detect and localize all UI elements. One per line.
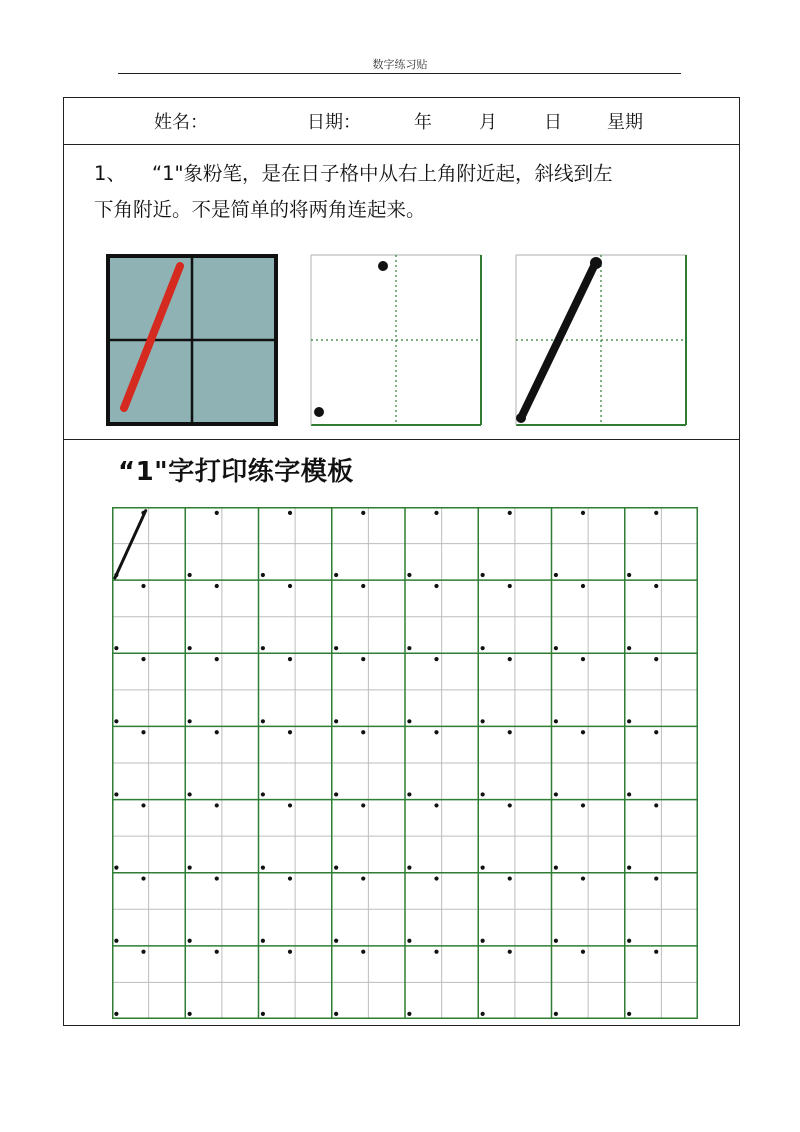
end-guide-dot [188,865,192,869]
start-guide-dot [361,876,365,880]
black-stroke-line [521,264,595,418]
end-guide-dot [114,939,118,943]
start-guide-dot [141,584,145,588]
start-guide-dot [361,950,365,954]
end-guide-dot [627,865,631,869]
start-guide-dot [361,803,365,807]
end-guide-dot [334,719,338,723]
start-guide-dot [508,584,512,588]
end-guide-dot [188,646,192,650]
start-guide-dot [288,950,292,954]
start-guide-dot [215,876,219,880]
start-guide-dot [215,657,219,661]
end-guide-dot [334,573,338,577]
start-guide-dot [654,730,658,734]
end-guide-dot [407,1012,411,1016]
start-guide-dot [288,584,292,588]
start-guide-dot [654,950,658,954]
demo-stroke-example [106,254,278,426]
page-header-title: 数字练习贴 [372,58,428,71]
end-guide-dot [261,865,265,869]
start-guide-dot [508,730,512,734]
start-guide-dot [434,584,438,588]
end-guide-dot [481,1012,485,1016]
start-guide-dot [434,657,438,661]
end-guide-dot [261,573,265,577]
start-guide-dot [654,876,658,880]
start-guide-dot [508,657,512,661]
end-guide-dot [407,792,411,796]
practice-grid [112,507,698,1019]
start-guide-dot [141,657,145,661]
date-label: 日期： [307,112,361,133]
demo-black-stroke [515,254,687,426]
end-guide-dot [481,719,485,723]
start-guide-dot [141,730,145,734]
weekday-label: 星期 [607,112,643,133]
start-guide-dot [361,730,365,734]
worksheet [63,97,740,1026]
start-guide-dot [288,730,292,734]
start-guide-dot [508,803,512,807]
end-point-dot [314,407,324,417]
end-guide-dot [261,792,265,796]
end-guide-dot [261,939,265,943]
end-guide-dot [554,939,558,943]
end-guide-dot [114,646,118,650]
end-guide-dot [554,865,558,869]
start-guide-dot [508,950,512,954]
end-guide-dot [334,646,338,650]
start-guide-dot [508,876,512,880]
instruction-line-2: 下角附近。不是简单的将两角连起来。 [94,198,426,221]
end-guide-dot [188,1012,192,1016]
start-guide-dot [654,803,658,807]
instruction-number: 1、 [94,162,126,185]
end-guide-dot [481,573,485,577]
instruction-section [64,144,739,440]
start-guide-dot [288,803,292,807]
end-guide-dot [554,646,558,650]
start-guide-dot [215,511,219,515]
start-guide-dot [361,584,365,588]
end-guide-dot [627,939,631,943]
end-guide-dot [407,939,411,943]
end-guide-dot [481,865,485,869]
template-section [64,439,739,1027]
end-guide-dot [261,1012,265,1016]
end-guide-dot [627,573,631,577]
start-guide-dot [215,730,219,734]
end-guide-dot [554,1012,558,1016]
end-guide-dot [114,719,118,723]
start-guide-dot [288,657,292,661]
name-label: 姓名： [154,112,208,133]
demo-start-end-points [310,254,482,426]
start-guide-dot [141,876,145,880]
end-guide-dot [334,1012,338,1016]
end-guide-dot [261,719,265,723]
start-guide-dot [434,876,438,880]
black-stroke-end-dot [516,413,526,423]
end-guide-dot [627,719,631,723]
end-guide-dot [261,646,265,650]
end-guide-dot [481,939,485,943]
end-guide-dot [188,792,192,796]
start-guide-dot [215,584,219,588]
start-guide-dot [508,511,512,515]
end-guide-dot [114,1012,118,1016]
start-guide-dot [654,657,658,661]
start-guide-dot [581,950,585,954]
end-guide-dot [407,646,411,650]
end-guide-dot [188,573,192,577]
start-guide-dot [288,511,292,515]
end-guide-dot [188,719,192,723]
start-guide-dot [654,584,658,588]
start-point-dot [378,261,388,271]
start-guide-dot [581,584,585,588]
year-label: 年 [414,112,432,133]
start-guide-dot [581,876,585,880]
info-row [64,98,739,145]
month-label: 月 [479,112,497,133]
instruction-text [94,156,734,228]
start-guide-dot [141,803,145,807]
end-guide-dot [334,865,338,869]
black-stroke-start-dot [590,257,602,269]
end-guide-dot [334,792,338,796]
example-stroke-line [115,511,146,578]
end-guide-dot [481,646,485,650]
end-guide-dot [554,573,558,577]
start-guide-dot [434,511,438,515]
end-guide-dot [627,792,631,796]
end-guide-dot [334,939,338,943]
end-guide-dot [554,792,558,796]
end-guide-dot [114,792,118,796]
start-guide-dot [215,803,219,807]
start-guide-dot [654,511,658,515]
end-guide-dot [407,865,411,869]
start-guide-dot [434,803,438,807]
instruction-line-1: “1"象粉笔，是在日子格中从右上角附近起，斜线到左 [152,162,613,185]
end-guide-dot [188,939,192,943]
day-label: 日 [544,112,562,133]
end-guide-dot [407,573,411,577]
end-guide-dot [481,792,485,796]
end-guide-dot [114,865,118,869]
start-guide-dot [215,950,219,954]
header-rule [118,73,681,74]
template-title: “1"字打印练字模板 [118,457,354,487]
start-guide-dot [581,803,585,807]
start-guide-dot [361,657,365,661]
start-guide-dot [434,730,438,734]
start-guide-dot [288,876,292,880]
start-guide-dot [581,657,585,661]
start-guide-dot [581,730,585,734]
end-guide-dot [407,719,411,723]
start-guide-dot [581,511,585,515]
start-guide-dot [141,950,145,954]
end-guide-dot [627,1012,631,1016]
end-guide-dot [627,646,631,650]
end-guide-dot [554,719,558,723]
start-guide-dot [361,511,365,515]
start-guide-dot [434,950,438,954]
